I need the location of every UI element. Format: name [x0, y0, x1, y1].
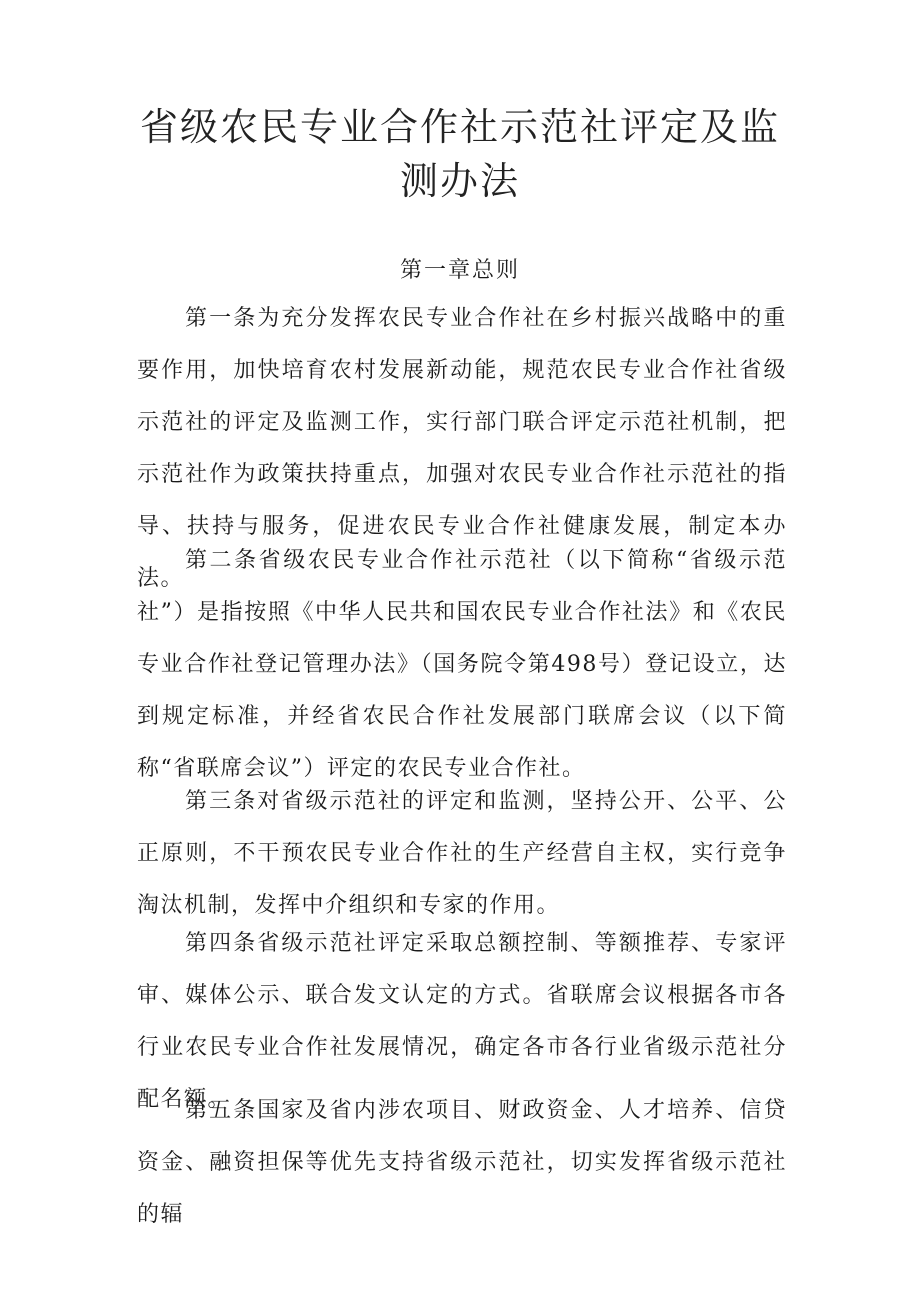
article-paragraph: 第五条国家及省内涉农项目、财政资金、人才培养、信贷资金、融资担保等优先支持省级示范社，切实发挥省级示范社的辐 — [137, 1098, 787, 1227]
article-paragraph: 第四条省级示范社评定采取总额控制、等额推荐、专家评审、媒体公示、联合发文认定的方式。省联席会议根据各市各行业农民专业合作社发展情况，确定各市各行业省级示范社分配名额。 — [137, 931, 787, 1112]
article-paragraph: 第三条对省级示范社的评定和监测，坚持公开、公平、公正原则，不干预农民专业合作社的生产经营自主权，实行竞争淘汰机制，发挥中介组织和专家的作用。 — [137, 789, 787, 918]
chapter-heading: 第一章总则 — [399, 258, 520, 283]
document-title: 省级农民专业合作社示范社评定及监测办法 — [139, 105, 780, 203]
article-paragraph: 第二条省级农民专业合作社示范社（以下简称“省级示范社”）是指按照《中华人民共和国农民专业合作社法》和《农民专业合作社登记管理办法》（国务院令第498号）登记设立，达到规定标准，并经省农民合作社发展部门联席会议（以下简称“省联席会议”）评定的农民专业合作社。 — [137, 548, 787, 781]
article-paragraph: 第一条为充分发挥农民专业合作社在乡村振兴战略中的重要作用，加快培育农村发展新动能，规范农民专业合作社省级示范社的评定及监测工作，实行部门联合评定示范社机制，把示范社作为政策扶持重点，加强对农民专业合作社示范社的指导、扶持与服务，促进农民专业合作社健康发展，制定本办法。 — [137, 306, 787, 591]
